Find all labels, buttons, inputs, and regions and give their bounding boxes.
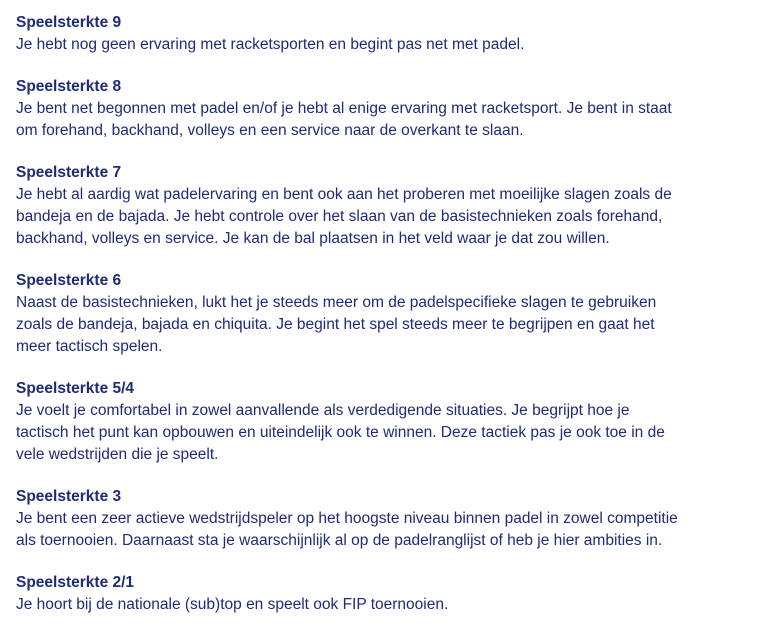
description-line: als toernooien. Daarnaast sta je waarschijnlijk al op de padelranglijst of heb je hier ambities in. [16,532,663,549]
level-title: Speelsterkte 5/4 [16,380,135,397]
level-title: Speelsterkte 3 [16,488,122,505]
description-line: Je hebt nog geen ervaring met racketsporten en begint pas net met padel. [16,36,525,53]
description-line: Naast de basistechnieken, lukt het je steeds meer om de padelspecifieke slagen te gebruiken [16,294,657,311]
level-title: Speelsterkte 8 [16,78,122,95]
level-title: Speelsterkte 9 [16,14,122,31]
description-line: Je hebt al aardig wat padelervaring en bent ook aan het proberen met moeilijke slagen zoals de [16,186,672,203]
level-section-9 [16,12,761,56]
level-description [16,594,761,616]
description-line: Je bent net begonnen met padel en/of je hebt al enige ervaring met racketsport. Je bent in staat [16,100,672,117]
description-line: Je voelt je comfortabel in zowel aanvallende als verdedigende situaties. Je begrijpt hoe je [16,402,630,419]
level-description [16,508,761,552]
description-line: meer tactisch spelen. [16,338,163,355]
description-line: vele wedstrijden die je speelt. [16,446,219,463]
level-description [16,292,761,358]
level-description [16,98,761,142]
level-section-8 [16,76,761,142]
level-section-5-4 [16,378,761,466]
level-description [16,34,761,56]
level-section-7 [16,162,761,250]
description-line: backhand, volleys en service. Je kan de bal plaatsen in het veld waar je dat zou willen. [16,230,610,247]
level-section-6 [16,270,761,358]
description-line: tactisch het punt kan opbouwen en uiteindelijk ook te winnen. Deze tactiek pas je ook toe in de [16,424,665,441]
description-line: zoals de bandeja, bajada en chiquita. Je begint het spel steeds meer te begrijpen en gaat het [16,316,655,333]
skill-level-document [16,12,761,636]
level-title: Speelsterkte 6 [16,272,122,289]
description-line: Je bent een zeer actieve wedstrijdspeler op het hoogste niveau binnen padel in zowel competitie [16,510,678,527]
description-line: bandeja en de bajada. Je hebt controle over het slaan van de basistechnieken zoals forehand, [16,208,663,225]
level-title: Speelsterkte 7 [16,164,122,181]
level-section-2-1 [16,572,761,616]
description-line: om forehand, backhand, volleys en een service naar de overkant te slaan. [16,122,524,139]
description-line: Je hoort bij de nationale (sub)top en speelt ook FIP toernooien. [16,596,449,613]
level-description [16,400,761,466]
level-description [16,184,761,250]
level-title: Speelsterkte 2/1 [16,574,135,591]
level-section-3 [16,486,761,552]
